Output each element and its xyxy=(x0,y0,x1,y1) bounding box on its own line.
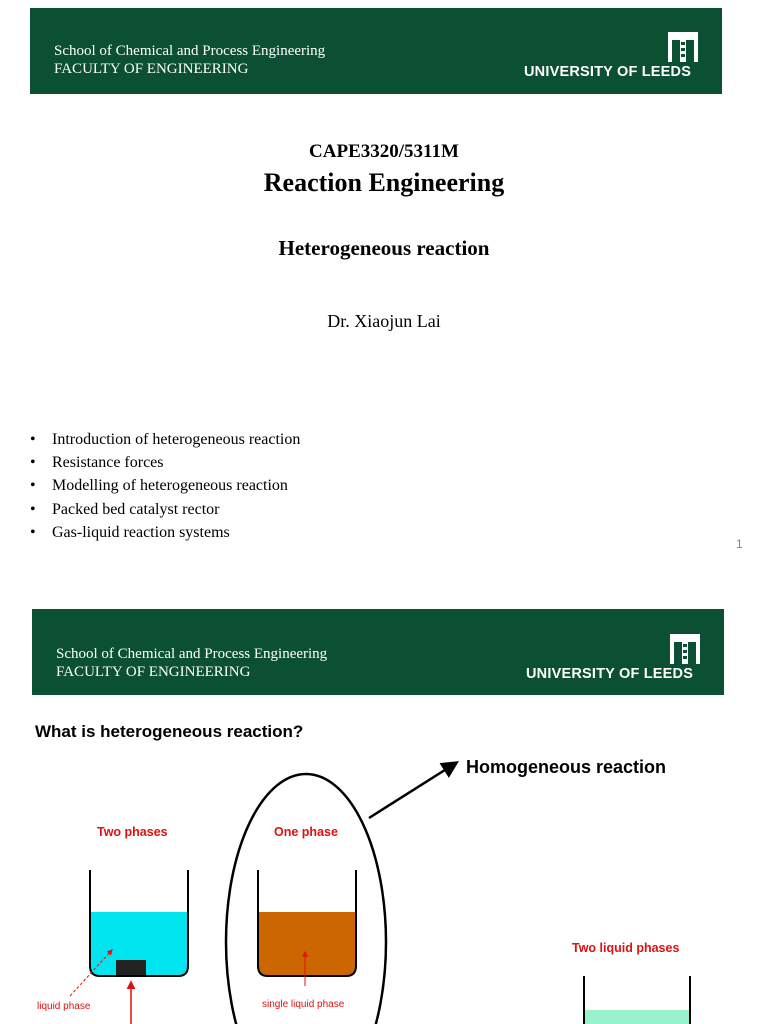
list-item xyxy=(30,451,300,474)
lecturer: Dr. Xiaojun Lai xyxy=(327,311,441,331)
lecture-title: Heterogeneous reaction xyxy=(278,236,490,260)
slide1-banner xyxy=(30,8,722,94)
solid-catalyst xyxy=(116,960,146,976)
list-item-text: Introduction of heterogeneous reaction xyxy=(52,431,301,448)
leeds-logo-icon xyxy=(668,634,702,664)
list-item-text: Resistance forces xyxy=(52,454,164,472)
one-phase-label: One phase xyxy=(274,825,338,839)
slide2-heading: What is heterogeneous reaction? xyxy=(35,722,304,741)
bullet-icon: • xyxy=(30,500,36,518)
page-number: 1 xyxy=(736,537,743,551)
banner-university: UNIVERSITY OF LEEDS xyxy=(524,64,692,80)
list-item xyxy=(30,498,300,521)
banner-school-line: School of Chemical and Process Engineering xyxy=(56,646,328,662)
list-item-text: Modelling of heterogeneous reaction xyxy=(52,477,288,495)
list-item-text: Gas-liquid reaction systems xyxy=(52,523,230,541)
topic-list xyxy=(30,428,300,544)
list-item xyxy=(30,428,300,451)
two-phases-label: Two phases xyxy=(97,825,168,839)
beaker-two-phases xyxy=(70,870,188,1024)
two-liquid-phases-label: Two liquid phases xyxy=(572,941,680,955)
phase-diagram xyxy=(0,694,768,1024)
bullet-icon: • xyxy=(30,477,36,495)
banner-school xyxy=(56,645,327,681)
course-code: CAPE3320/5311M xyxy=(309,141,459,162)
homogeneous-arrow xyxy=(369,763,456,818)
list-item xyxy=(30,474,300,497)
single-liquid-phase-label: single liquid phase xyxy=(262,999,345,1010)
banner-faculty-line: FACULTY OF ENGINEERING xyxy=(54,61,249,77)
list-item-text: Packed bed catalyst rector xyxy=(52,500,220,518)
banner-faculty-line: FACULTY OF ENGINEERING xyxy=(56,664,251,680)
banner-school-line: School of Chemical and Process Engineering xyxy=(54,43,326,59)
bullet-icon: • xyxy=(30,523,36,541)
banner-school xyxy=(54,42,325,78)
slide2-banner xyxy=(32,609,724,695)
leeds-logo-icon xyxy=(666,32,700,62)
homogeneous-ellipse xyxy=(226,774,386,1024)
beaker-two-liquid-phases xyxy=(584,976,690,1024)
course-title: Reaction Engineering xyxy=(263,168,505,197)
bullet-icon: • xyxy=(30,454,36,472)
beaker-one-phase xyxy=(258,870,356,986)
homogeneous-label: Homogeneous reaction xyxy=(466,757,667,777)
liquid-phase-label: liquid phase xyxy=(37,1001,91,1012)
bullet-icon: • xyxy=(30,431,36,448)
list-item xyxy=(30,521,300,544)
banner-university: UNIVERSITY OF LEEDS xyxy=(526,666,694,682)
